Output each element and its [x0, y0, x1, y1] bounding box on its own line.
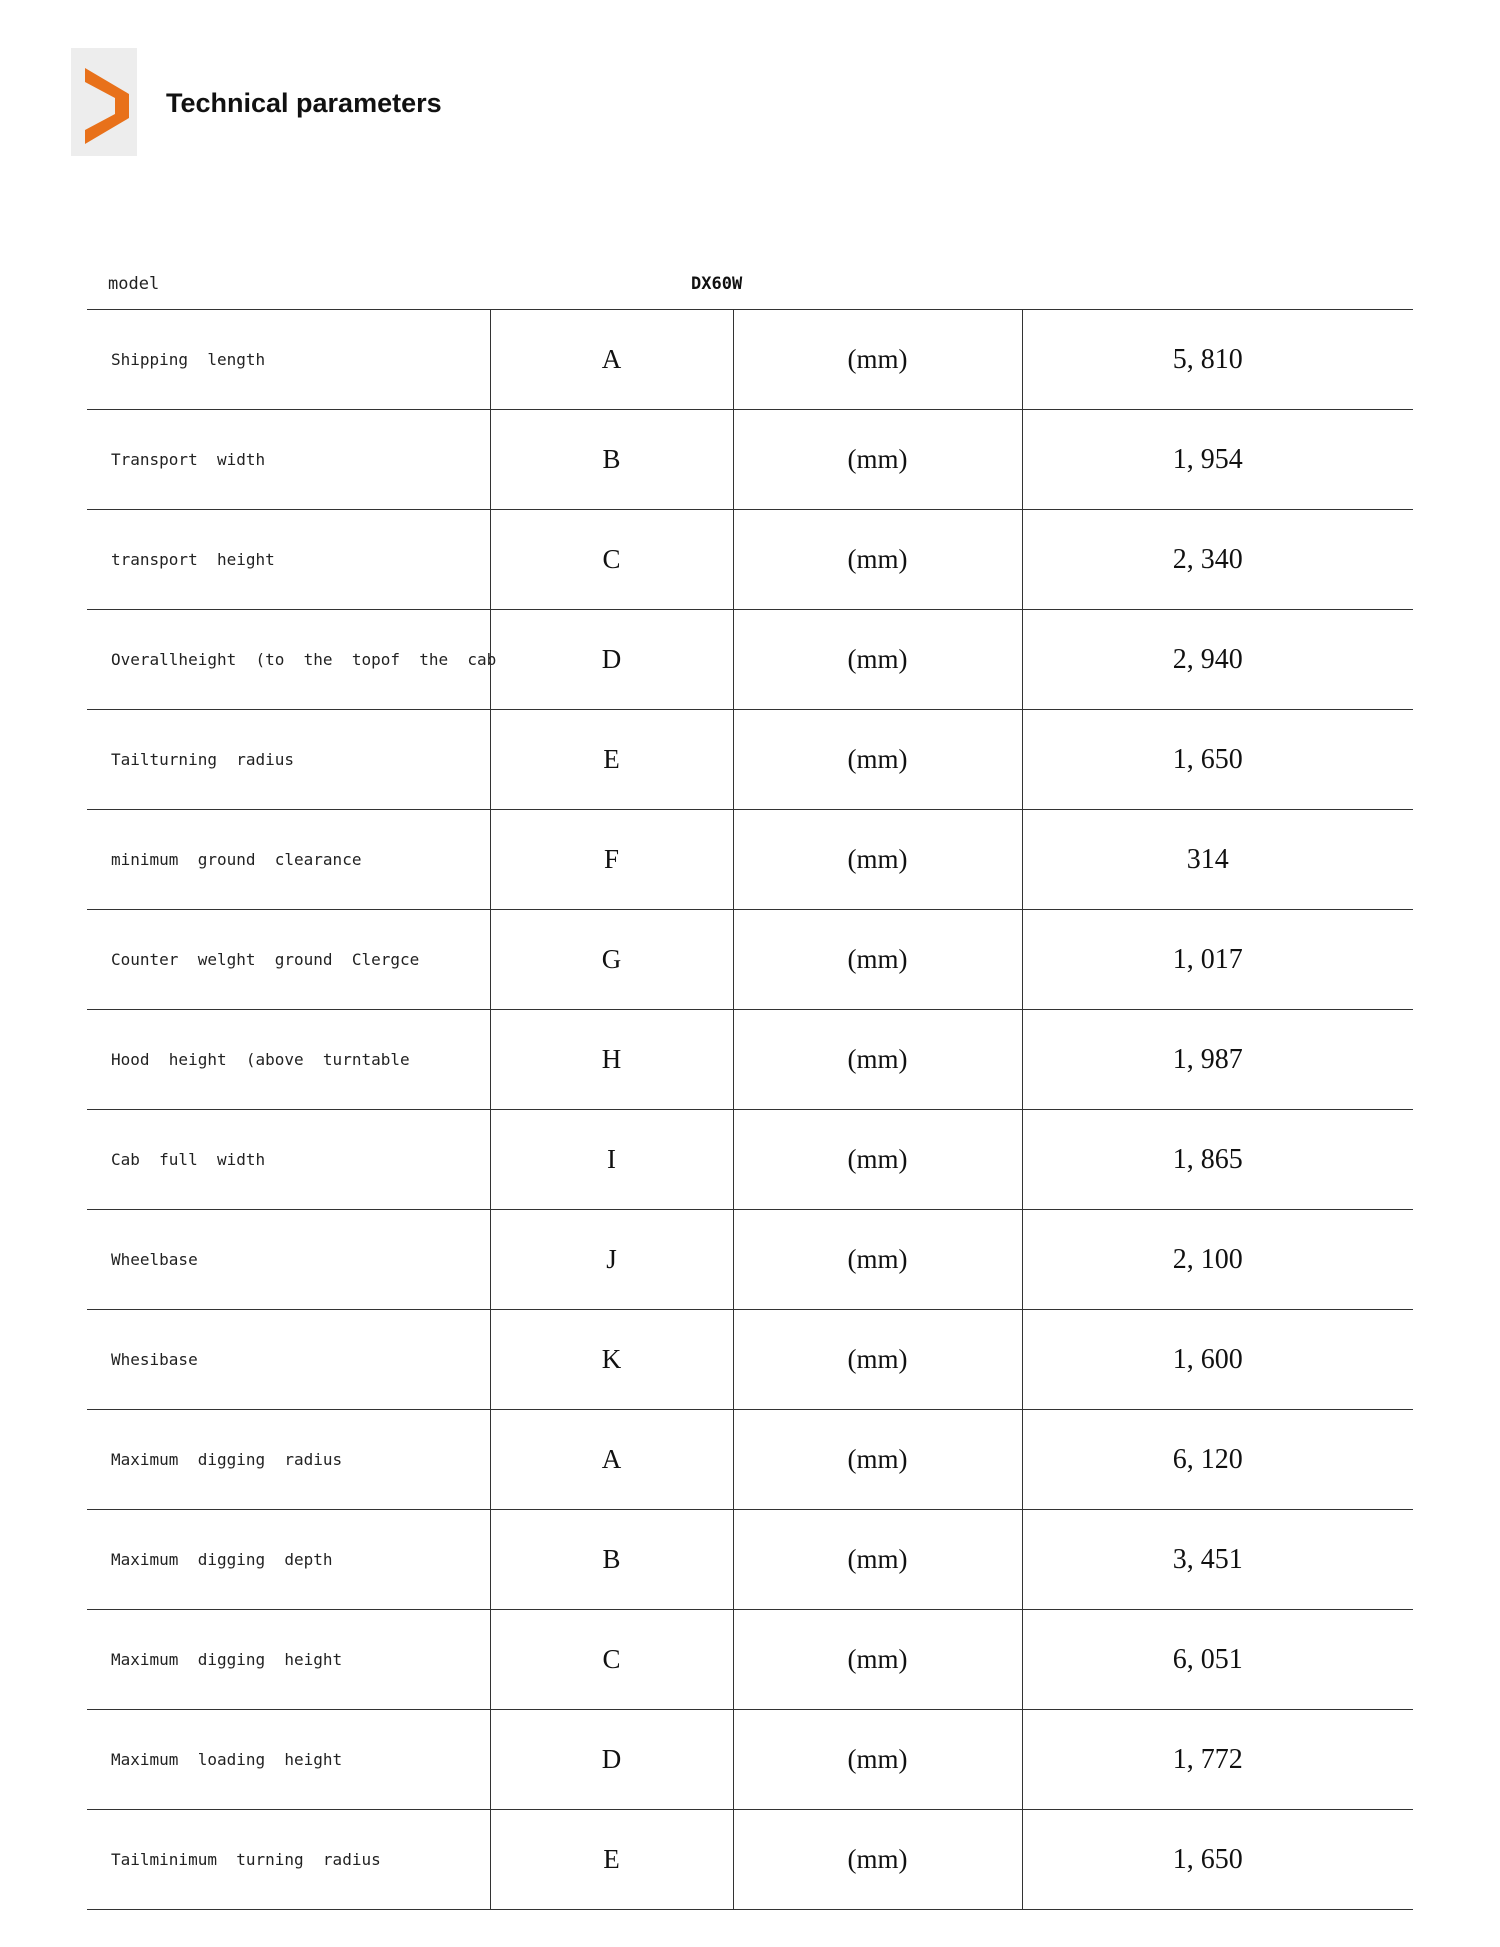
unit-cell: (mm): [733, 610, 1022, 710]
value-cell: 1, 600: [1022, 1310, 1413, 1410]
page-title: Technical parameters: [166, 88, 442, 118]
value-cell: 5, 810: [1022, 310, 1413, 410]
table-row: [87, 1810, 1413, 1910]
dimension-letter-cell: F: [490, 810, 733, 910]
parameter-name-cell: Maximum loading height: [87, 1710, 490, 1810]
dimension-letter-cell: I: [490, 1110, 733, 1210]
value-cell: 3, 451: [1022, 1510, 1413, 1610]
dimension-letter-cell: B: [490, 1510, 733, 1610]
parameter-name-cell: Tailminimum turning radius: [87, 1810, 490, 1910]
dimension-letter-cell: C: [490, 510, 733, 610]
dimension-letter-cell: J: [490, 1210, 733, 1310]
table-row: [87, 910, 1413, 1010]
model-header-row: [87, 268, 1413, 310]
table-row: [87, 410, 1413, 510]
dimension-letter-cell: E: [490, 1810, 733, 1910]
value-cell: 6, 051: [1022, 1610, 1413, 1710]
unit-cell: (mm): [733, 1010, 1022, 1110]
dimension-letter-cell: G: [490, 910, 733, 1010]
chevron-right-logo-icon: [71, 48, 137, 156]
unit-cell: (mm): [733, 410, 1022, 510]
unit-cell: (mm): [733, 910, 1022, 1010]
table-row: [87, 1310, 1413, 1410]
table-row: [87, 610, 1413, 710]
unit-cell: (mm): [733, 1810, 1022, 1910]
table-body: [87, 310, 1413, 1910]
table-row: [87, 1110, 1413, 1210]
table-row: [87, 810, 1413, 910]
value-cell: 2, 940: [1022, 610, 1413, 710]
unit-cell: (mm): [733, 1510, 1022, 1610]
parameter-name-cell: Shipping length: [87, 310, 490, 410]
unit-cell: (mm): [733, 1610, 1022, 1710]
table-row: [87, 1410, 1413, 1510]
dimension-letter-cell: E: [490, 710, 733, 810]
parameter-name-cell: Transport width: [87, 410, 490, 510]
value-cell: 2, 100: [1022, 1210, 1413, 1310]
technical-parameters-table: [87, 309, 1413, 1910]
parameter-name-cell: minimum ground clearance: [87, 810, 490, 910]
table-row: [87, 1710, 1413, 1810]
unit-cell: (mm): [733, 1410, 1022, 1510]
table-row: [87, 510, 1413, 610]
value-cell: 1, 772: [1022, 1710, 1413, 1810]
parameter-name-cell: transport height: [87, 510, 490, 610]
brand-logo: [71, 48, 137, 156]
parameter-name-cell: Tailturning radius: [87, 710, 490, 810]
parameter-name-cell: Maximum digging depth: [87, 1510, 490, 1610]
table-row: [87, 1210, 1413, 1310]
dimension-letter-cell: D: [490, 610, 733, 710]
dimension-letter-cell: A: [490, 1410, 733, 1510]
table-row: [87, 1010, 1413, 1110]
parameter-name-cell: Whesibase: [87, 1310, 490, 1410]
parameter-name-cell: Counter welght ground Clergce: [87, 910, 490, 1010]
unit-cell: (mm): [733, 1110, 1022, 1210]
dimension-letter-cell: B: [490, 410, 733, 510]
parameter-name-cell: Wheelbase: [87, 1210, 490, 1310]
unit-cell: (mm): [733, 710, 1022, 810]
value-cell: 2, 340: [1022, 510, 1413, 610]
value-cell: 6, 120: [1022, 1410, 1413, 1510]
dimension-letter-cell: K: [490, 1310, 733, 1410]
parameter-name-cell: Cab full width: [87, 1110, 490, 1210]
model-value: DX60W: [691, 274, 743, 294]
value-cell: 1, 650: [1022, 1810, 1413, 1910]
dimension-letter-cell: D: [490, 1710, 733, 1810]
parameter-name-cell: Hood height (above turntable: [87, 1010, 490, 1110]
table-row: [87, 310, 1413, 410]
unit-cell: (mm): [733, 1210, 1022, 1310]
unit-cell: (mm): [733, 310, 1022, 410]
model-label: model: [108, 274, 160, 294]
parameter-name-cell: Maximum digging radius: [87, 1410, 490, 1510]
parameter-name-cell: Overallheight (to the topof the cab: [87, 610, 490, 710]
value-cell: 1, 017: [1022, 910, 1413, 1010]
dimension-letter-cell: C: [490, 1610, 733, 1710]
dimension-letter-cell: A: [490, 310, 733, 410]
table-row: [87, 1510, 1413, 1610]
value-cell: 314: [1022, 810, 1413, 910]
value-cell: 1, 865: [1022, 1110, 1413, 1210]
value-cell: 1, 650: [1022, 710, 1413, 810]
unit-cell: (mm): [733, 1310, 1022, 1410]
value-cell: 1, 987: [1022, 1010, 1413, 1110]
table-row: [87, 1610, 1413, 1710]
unit-cell: (mm): [733, 510, 1022, 610]
table-row: [87, 710, 1413, 810]
unit-cell: (mm): [733, 810, 1022, 910]
value-cell: 1, 954: [1022, 410, 1413, 510]
dimension-letter-cell: H: [490, 1010, 733, 1110]
parameter-name-cell: Maximum digging height: [87, 1610, 490, 1710]
unit-cell: (mm): [733, 1710, 1022, 1810]
